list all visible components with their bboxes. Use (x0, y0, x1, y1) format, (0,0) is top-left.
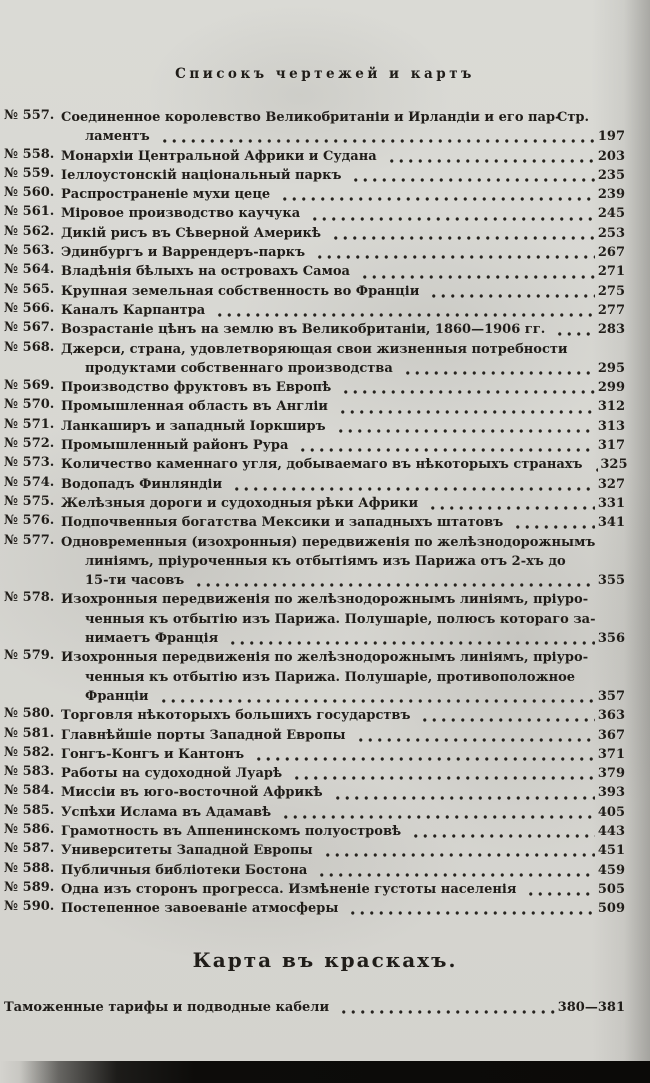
entry-title: Количество каменнаго угля, добываемаго въ нѣкоторыхъ странахъ (61, 457, 583, 473)
dot-leader (191, 571, 595, 590)
entry-page: 459 (597, 862, 625, 878)
entry-title: Іеллоустонскій національный паркъ (61, 167, 342, 183)
entry-number: № 574. (4, 474, 55, 490)
entry-page: 327 (597, 476, 625, 492)
entry-title: Торговля нѣкоторыхъ большихъ государствъ (61, 708, 411, 724)
entry-title: Крупная земельная собственность во Франціи (61, 283, 420, 299)
entry-number: № 589. (4, 879, 55, 895)
entry-title-line: ченныя къ отбытію изъ Парижа. Полушаріе, полюсъ котораго за- (85, 611, 596, 627)
entry-number: № 560. (4, 185, 55, 201)
entry-title: Водопадъ Финляндіи (61, 476, 223, 492)
toc-entry (4, 301, 625, 320)
entry-page: 341 (597, 515, 625, 531)
entry-number: № 585. (4, 802, 55, 818)
entry-number: № 588. (4, 860, 55, 876)
entry-title: Владѣнія бѣлыхъ на островахъ Самоа (61, 264, 350, 280)
entry-title-line: ченныя къ отбытію изъ Парижа. Полушаріе, противоположное (85, 669, 576, 685)
entry-title-line: Одновременныя (изохронныя) передвиженія по желѣзнодорожнымъ (61, 534, 596, 550)
entry-number: № 580. (4, 706, 55, 722)
entry-number: № 563. (4, 243, 55, 259)
entry-title: Одна изъ сторонъ прогресса. Измѣненіе густоты населенія (61, 881, 517, 897)
entry-page: 313 (597, 418, 625, 434)
dot-leader (251, 745, 595, 764)
entry-number: № 577. (4, 532, 55, 548)
dot-leader (408, 822, 595, 841)
toc-list (4, 108, 628, 918)
dot-leader (345, 899, 595, 918)
toc-entry (4, 436, 625, 455)
entry-number: № 575. (4, 493, 55, 509)
entry-title: Эдинбургъ и Варрендеръ-паркъ (61, 245, 306, 261)
entry-title: ламентъ (85, 129, 150, 145)
toc-entry (4, 147, 625, 166)
entry-page: 245 (597, 206, 625, 222)
entry-number: № 566. (4, 300, 55, 316)
dot-leader (523, 880, 595, 899)
entry-page: 325 (600, 457, 628, 473)
dot-leader (330, 783, 595, 802)
toc-entry (4, 262, 625, 281)
toc-entry (4, 803, 625, 822)
entry-page: 299 (597, 380, 625, 396)
entry-title: Главнѣйшіе порты Западной Европы (61, 727, 346, 743)
toc-entry (4, 513, 625, 532)
toc-entry (4, 185, 625, 204)
entry-title: продуктами собственнаго производства (85, 360, 393, 376)
toc-entry (4, 397, 625, 416)
entry-number: № 561. (4, 204, 55, 220)
toc-entry (4, 417, 625, 436)
toc-section (4, 108, 628, 918)
dot-leader (307, 204, 595, 223)
entry-title: Подпочвенныя богатства Мексики и западныхъ штатовъ (61, 515, 504, 531)
entry-number: № 562. (4, 223, 55, 239)
entry-page: 295 (597, 360, 625, 376)
entry-title: Работы на судоходной Луарѣ (61, 766, 283, 782)
dot-leader (289, 764, 595, 783)
entry-page: 379 (597, 766, 625, 782)
entry-page: 312 (597, 399, 625, 415)
entry-number: № 565. (4, 281, 55, 297)
entry-page: 253 (597, 225, 625, 241)
dot-leader (552, 320, 595, 339)
entry-page: 509 (597, 901, 625, 917)
entry-page: 331 (597, 495, 625, 511)
entry-page: 393 (597, 785, 625, 801)
dot-leader (336, 998, 556, 1017)
toc-entry (4, 998, 625, 1017)
dot-leader (225, 629, 595, 648)
entry-title-line: Соединенное королевство Великобританіи и Ирландіи и его пар- (61, 110, 561, 125)
dot-leader (278, 803, 595, 822)
entry-page: 356 (597, 631, 625, 647)
entry-title-line: Джерси, страна, удовлетворяющая свои жизненныя потребности (61, 341, 568, 357)
toc-entry (4, 745, 625, 764)
entry-title: Промышленный районъ Рура (61, 438, 289, 454)
entry-title: Публичныя библіотеки Бостона (61, 862, 308, 878)
color-maps-heading: Карта въ краскахъ. (192, 948, 458, 972)
dot-leader (335, 397, 595, 416)
entry-title: Грамотность въ Аппенинскомъ полуостровѣ (61, 823, 402, 839)
toc-entry (4, 282, 625, 301)
dot-leader (348, 166, 595, 185)
entry-page: 203 (597, 148, 625, 164)
entry-number: № 578. (4, 590, 55, 606)
dot-leader (338, 378, 595, 397)
entry-number: № 568. (4, 339, 55, 355)
entry-number: № 564. (4, 262, 55, 278)
entry-title: Міровое производство каучука (61, 206, 301, 222)
entry-title: Производство фруктовъ въ Европѣ (61, 380, 332, 396)
toc-entry (4, 764, 625, 783)
toc-entry (4, 204, 625, 223)
entry-page: 235 (597, 167, 625, 183)
entry-title: нимаетъ Франція (85, 631, 219, 647)
entry-page: 363 (597, 708, 625, 724)
toc-entry (4, 320, 625, 339)
toc-entry (4, 243, 625, 262)
entry-number: № 582. (4, 744, 55, 760)
entry-title-line: Изохронныя передвиженія по желѣзнодорожнымъ линіямъ, пріуро- (61, 592, 589, 608)
entry-title: Таможенные тарифы и подводные кабели (4, 1000, 330, 1015)
entry-number: № 583. (4, 764, 55, 780)
entry-page: 283 (597, 322, 625, 338)
dot-leader (314, 861, 595, 880)
entry-number: № 570. (4, 397, 55, 413)
dot-leader (212, 301, 595, 320)
entry-page: 267 (597, 245, 625, 261)
entry-title-line: Изохронныя передвиженія по желѣзнодорожнымъ линіямъ, пріуро- (61, 650, 589, 666)
entry-number: № 587. (4, 841, 55, 857)
entry-title: Желѣзныя дороги и судоходныя рѣки Африки (61, 495, 419, 511)
entry-number: № 569. (4, 378, 55, 394)
dot-leader (328, 224, 595, 243)
dot-leader (425, 494, 595, 513)
entry-number: № 573. (4, 455, 55, 471)
entry-title: Дикій рисъ въ Сѣверной Америкѣ (61, 225, 322, 241)
toc-entry (4, 475, 625, 494)
entry-page: 239 (597, 187, 625, 203)
entry-page: 443 (597, 823, 625, 839)
entry-page: 451 (597, 843, 625, 859)
entry-number: № 584. (4, 783, 55, 799)
entry-page: 277 (597, 302, 625, 318)
dot-leader (384, 147, 595, 166)
entry-page: 271 (597, 264, 625, 280)
entry-number: № 581. (4, 725, 55, 741)
entry-title: Франціи (85, 688, 149, 704)
entry-number: № 558. (4, 146, 55, 162)
dot-leader (229, 475, 595, 494)
entry-page: 380—381 (557, 1000, 625, 1015)
entry-number: № 571. (4, 416, 55, 432)
entry-number: № 557. (4, 108, 55, 123)
toc-entry (4, 494, 625, 513)
toc-entry (4, 648, 625, 706)
toc-entry (4, 726, 625, 745)
toc-entry (4, 533, 625, 591)
entry-title: Миссіи въ юго-восточной Африкѣ (61, 785, 323, 801)
entry-page: 197 (597, 129, 625, 145)
toc-entry (4, 340, 625, 379)
entry-page: 357 (597, 688, 625, 704)
toc-entry (4, 224, 625, 243)
entry-title: Гонгъ-Конгъ и Кантонъ (61, 746, 245, 762)
page-column-label: Стр. (556, 110, 589, 125)
toc-entry (4, 108, 625, 147)
entry-title: Каналъ Карпантра (61, 302, 206, 318)
toc-entry (4, 783, 625, 802)
dot-leader (277, 185, 595, 204)
entry-page: 275 (597, 283, 625, 299)
dot-leader (510, 513, 595, 532)
dot-leader (156, 687, 595, 706)
toc-entry (4, 841, 625, 860)
entry-number: № 590. (4, 899, 55, 915)
entry-title: Постепенное завоеваніе атмосферы (61, 901, 339, 917)
entry-page: 355 (597, 573, 625, 589)
toc-entry (4, 455, 628, 474)
toc-entry (4, 880, 625, 899)
entry-number: № 586. (4, 821, 55, 837)
entry-number: № 579. (4, 648, 55, 664)
entry-number: № 559. (4, 165, 55, 181)
entry-title: Ланкаширъ и западный Іоркширъ (61, 418, 326, 434)
entry-title: Университеты Западной Европы (61, 843, 313, 859)
entry-number: № 572. (4, 436, 55, 452)
toc-entry (4, 899, 625, 918)
dot-leader (295, 436, 595, 455)
color-maps-list (4, 998, 625, 1017)
dot-leader (333, 417, 595, 436)
dot-leader (357, 262, 595, 281)
entry-title: Промышленная область въ Англіи (61, 399, 328, 415)
toc-entry (4, 378, 625, 397)
entry-number: № 576. (4, 513, 55, 529)
dot-leader (426, 282, 595, 301)
entry-page: 405 (597, 804, 625, 820)
dot-leader (157, 127, 595, 146)
entry-page: 367 (597, 727, 625, 743)
entry-title-line: линіямъ, пріуроченныя къ отбытіямъ изъ Парижа отъ 2-хъ до (85, 553, 566, 569)
dot-leader (417, 706, 595, 725)
toc-entry (4, 590, 625, 648)
toc-entry (4, 861, 625, 880)
entry-title: Успѣхи Ислама въ Адамавѣ (61, 804, 272, 820)
entry-title: Монархіи Центральной Африки и Судана (61, 148, 377, 164)
dot-leader (312, 243, 595, 262)
dot-leader (353, 726, 596, 745)
dot-leader (590, 455, 598, 474)
toc-entry (4, 822, 625, 841)
dot-leader (400, 359, 595, 378)
entry-title: Возрастаніе цѣнъ на землю въ Великобританіи, 1860—1906 гг. (61, 322, 546, 338)
entry-number: № 567. (4, 320, 55, 336)
entry-page: 371 (597, 746, 625, 762)
entry-page: 505 (597, 881, 625, 897)
entry-page: 317 (597, 438, 625, 454)
toc-entry (4, 706, 625, 725)
toc-entry (4, 166, 625, 185)
entry-title: 15-ти часовъ (85, 573, 185, 589)
entry-title: Распространеніе мухи цеце (61, 187, 271, 203)
page-title: Списокъ чертежей и картъ (175, 66, 475, 82)
dot-leader (320, 841, 595, 860)
scan-edge-shadow (0, 1061, 650, 1083)
